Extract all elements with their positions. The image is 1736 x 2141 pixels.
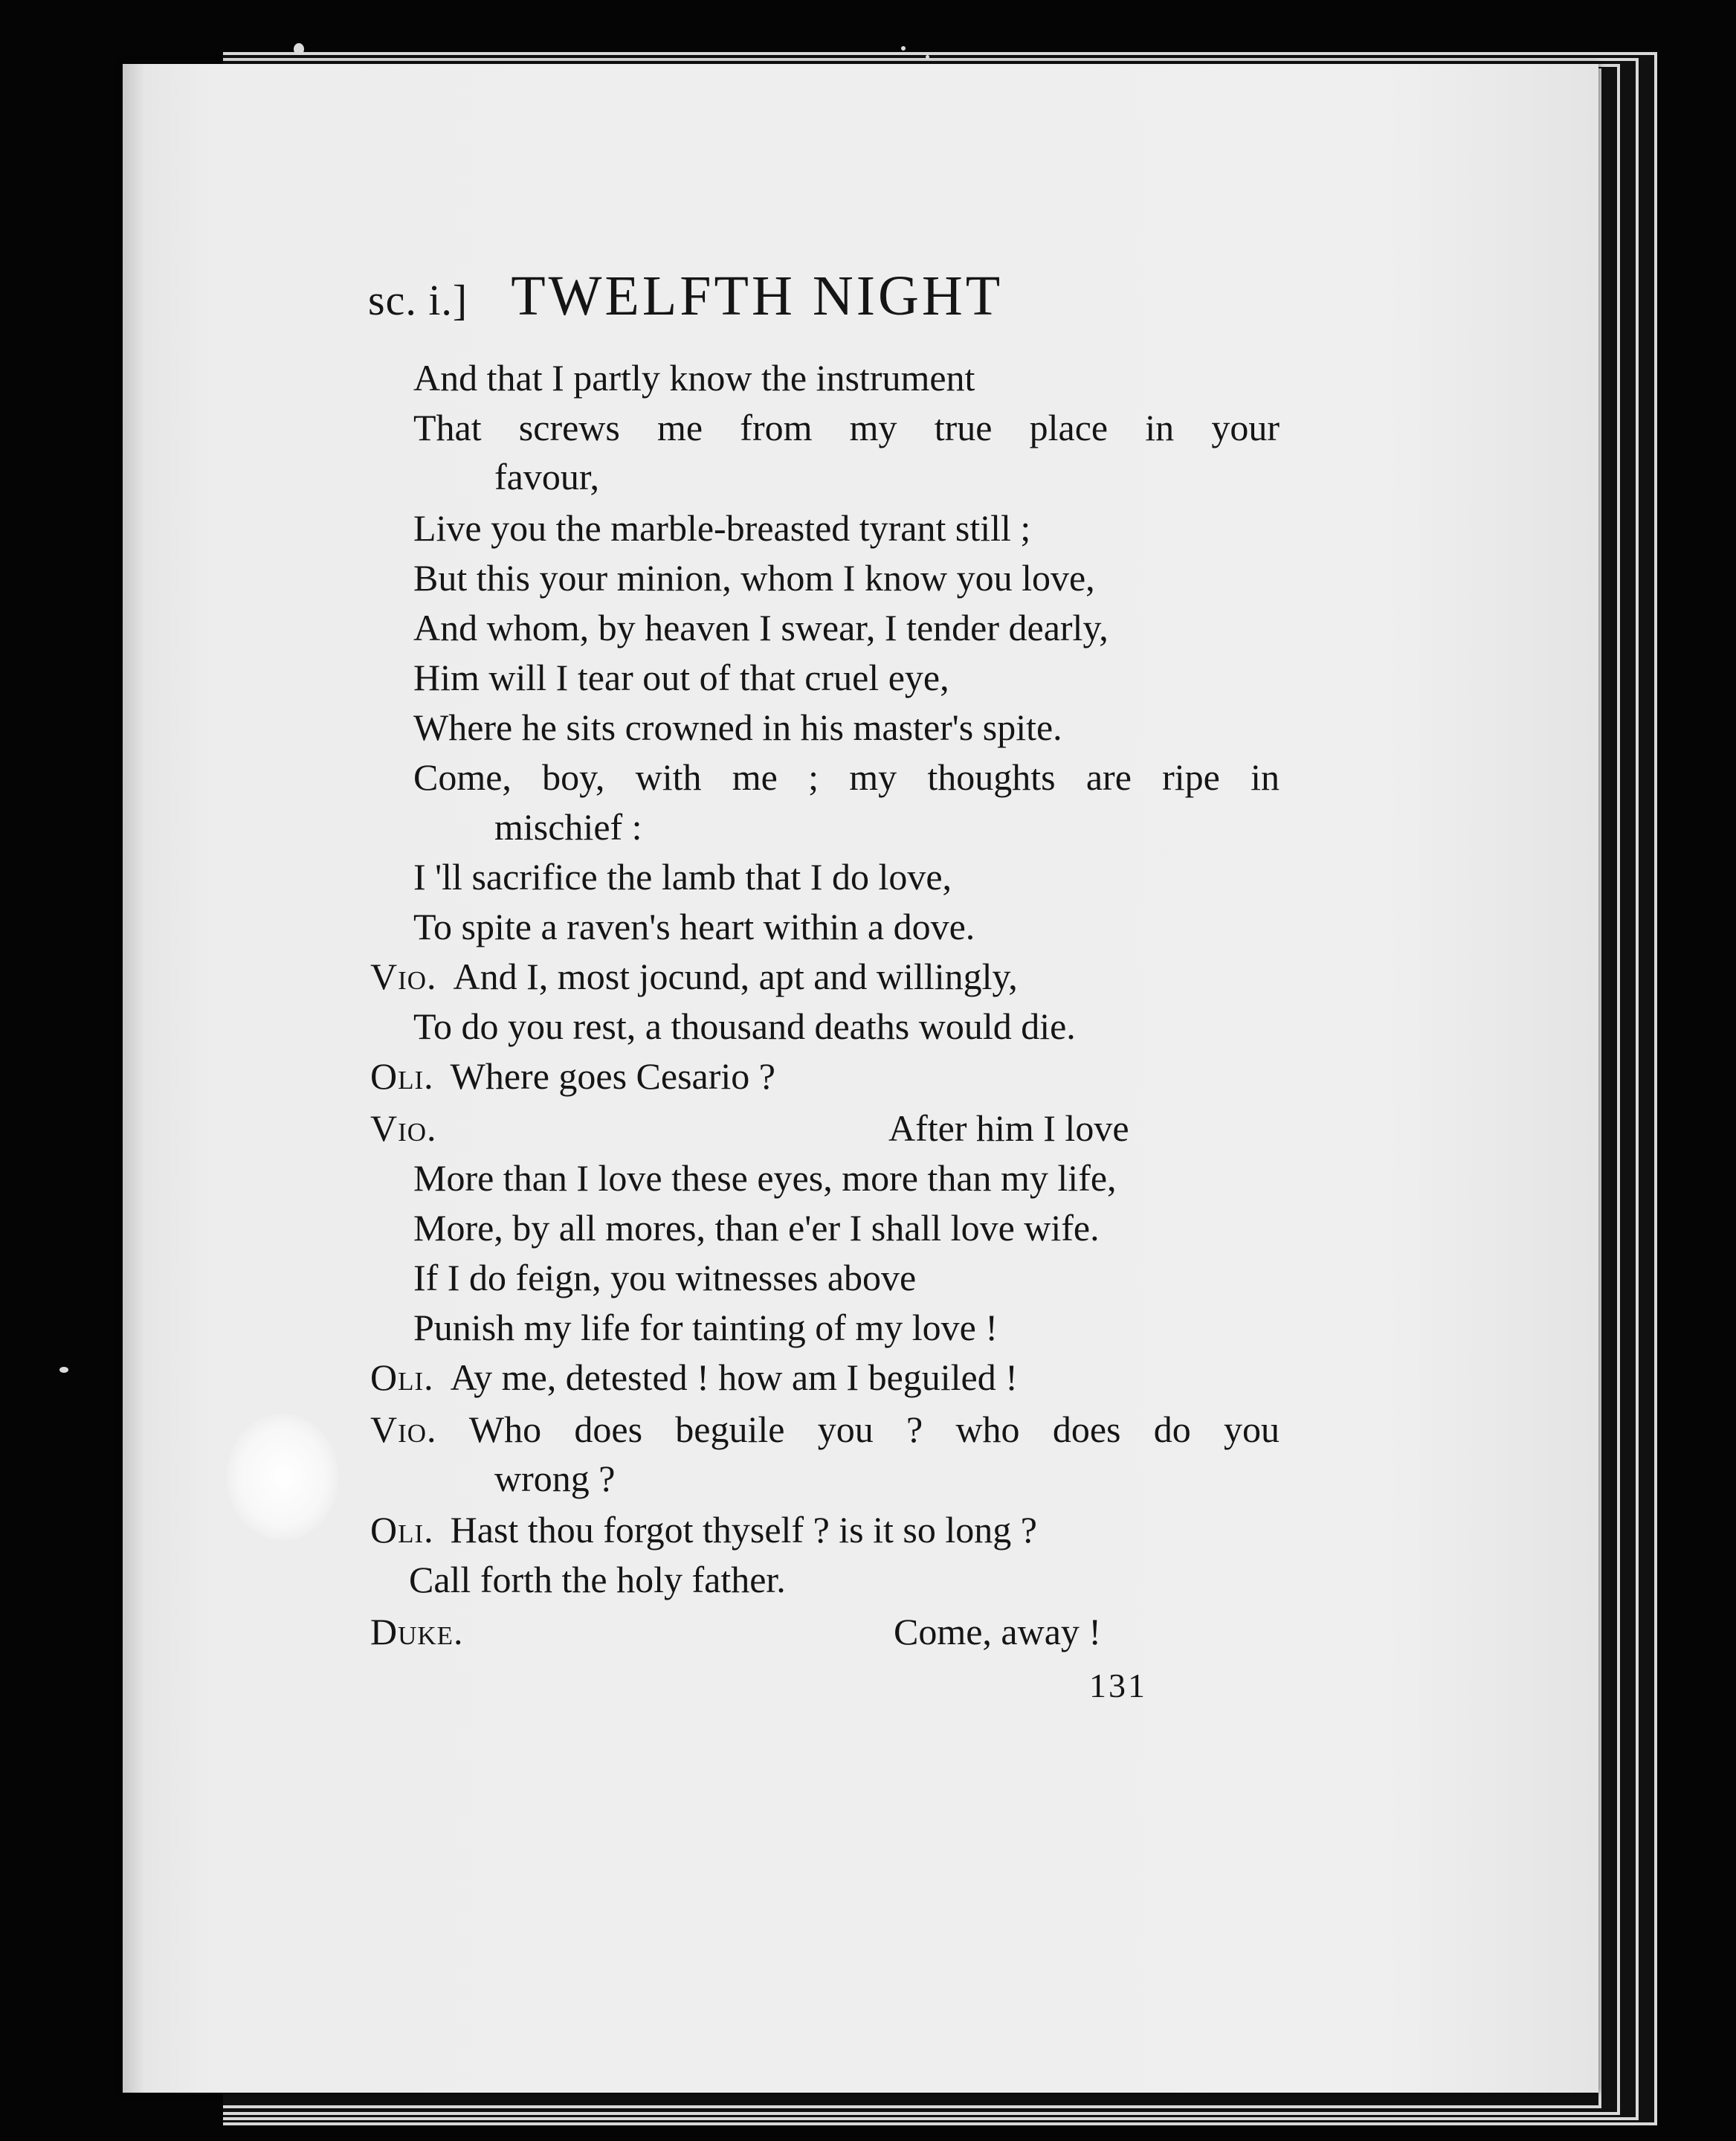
verse-line — [370, 1609, 464, 1654]
verse-line: Come, boy, with me ; my thoughts are ripe in — [413, 756, 1280, 798]
verse-line: To spite a raven's heart within a dove. — [413, 906, 975, 947]
verse-line: That screws me from my true place in your — [413, 407, 1280, 448]
verse-line: I 'll sacrifice the lamb that I do love, — [413, 856, 952, 898]
verse-line — [370, 1106, 437, 1150]
verse-line: Oli. Hast thou forgot thyself ? is it so long ? — [370, 1509, 1037, 1551]
verse-line: Vio. Who does beguile you ? who does do you — [370, 1408, 1280, 1450]
verse-line: Him will I tear out of that cruel eye, — [413, 657, 949, 698]
speaker-name: Vio. — [370, 956, 437, 997]
dust-speck — [926, 55, 929, 59]
verse-line: After him I love — [888, 1107, 1129, 1149]
verse-line: And whom, by heaven I swear, I tender dearly, — [413, 607, 1109, 648]
verse-line: favour, — [494, 456, 599, 498]
verse-line: Oli. Where goes Cesario ? — [370, 1055, 775, 1097]
running-header — [368, 264, 1003, 329]
speaker-name: Oli. — [370, 1509, 434, 1551]
verse-line: Come, away ! — [894, 1611, 1102, 1652]
verse-line: And that I partly know the instrument — [413, 357, 975, 399]
verse-line: More than I love these eyes, more than my life, — [413, 1157, 1117, 1199]
verse-line: More, by all mores, than e'er I shall love wife. — [413, 1207, 1100, 1249]
verse-line: But this your minion, whom I know you love, — [413, 557, 1095, 599]
verse-line: Call forth the holy father. — [409, 1559, 786, 1600]
verse-line: Vio. And I, most jocund, apt and willingly, — [370, 956, 1018, 997]
paper-stain — [227, 1414, 338, 1540]
verse-line: Where he sits crowned in his master's spite. — [413, 706, 1062, 748]
verse-line: Live you the marble-breasted tyrant still ; — [413, 507, 1031, 549]
verse-line: To do you rest, a thousand deaths would die. — [413, 1005, 1076, 1047]
speaker-name: Duke. — [370, 1611, 464, 1652]
scene-marker: sc. i.] — [368, 276, 468, 324]
dust-speck — [59, 1367, 68, 1373]
speaker-name: Vio. — [370, 1408, 437, 1450]
speaker-name: Oli. — [370, 1356, 434, 1398]
verse-line: Punish my life for tainting of my love ! — [413, 1307, 998, 1348]
verse-line: mischief : — [494, 806, 642, 848]
speaker-name: Oli. — [370, 1055, 434, 1097]
verse-line: Oli. Ay me, detested ! how am I beguiled ! — [370, 1356, 1018, 1398]
verse-line: If I do feign, you witnesses above — [413, 1257, 917, 1298]
speaker-name: Vio. — [370, 1107, 437, 1149]
dust-speck — [901, 46, 906, 51]
play-title: TWELFTH NIGHT — [511, 265, 1004, 327]
page-number: 131 — [1089, 1667, 1147, 1704]
dust-speck — [294, 43, 304, 55]
verse-line: wrong ? — [494, 1458, 616, 1499]
